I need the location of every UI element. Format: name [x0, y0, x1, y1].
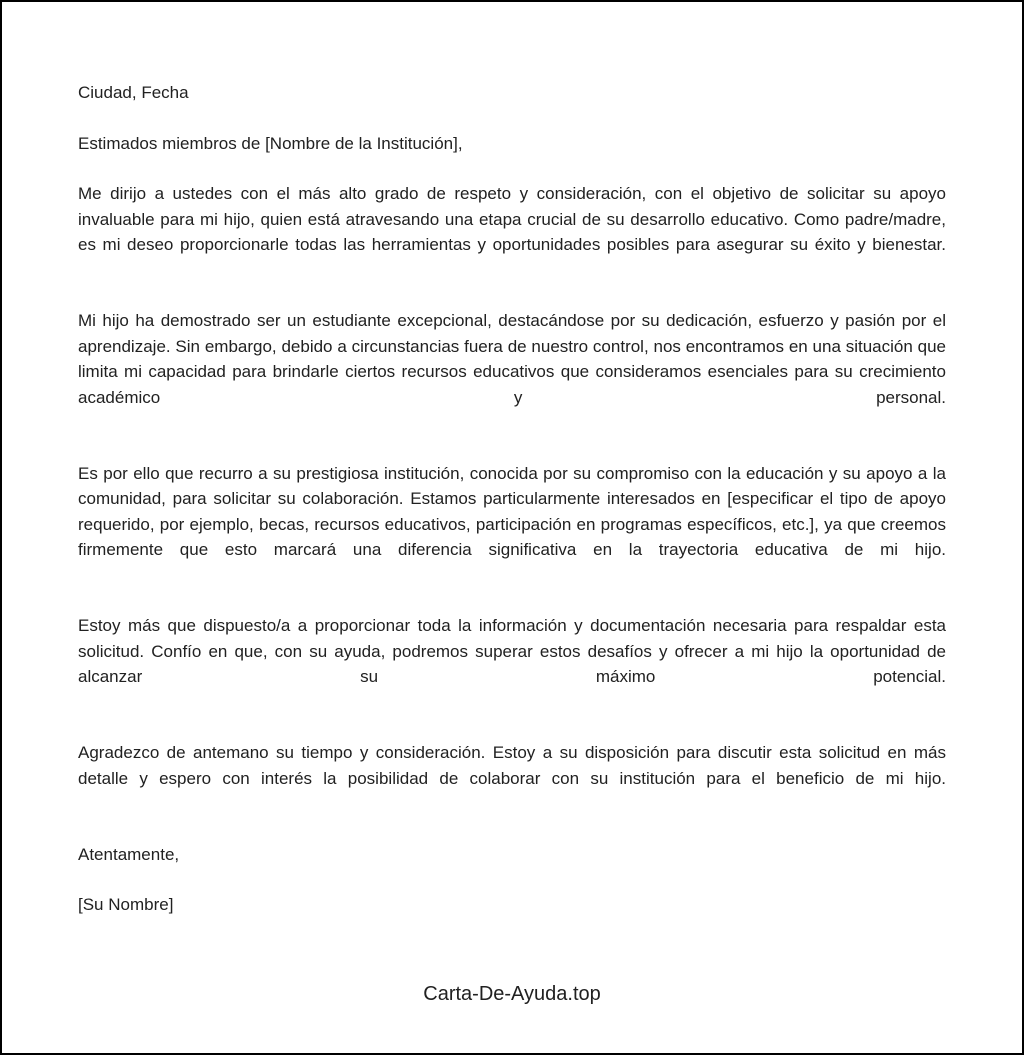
- letter-paragraph-5: Agradezco de antemano su tiempo y consideración. Estoy a su disposición para discutir esta solicitud en más detalle y espero con interés la posibilidad de colaborar con su institución para el beneficio de mi hijo.: [78, 743, 946, 788]
- letter-signature-placeholder: [Su Nombre]: [78, 895, 174, 914]
- letter-salutation: Estimados miembros de [Nombre de la Institución],: [78, 133, 463, 153]
- letter-paragraph-2: Mi hijo ha demostrado ser un estudiante excepcional, destacándose por su dedicación, esfuerzo y pasión por el aprendizaje. Sin embargo, debido a circunstancias fuera de nuestro control, nos encontramos en una situación que limita mi capacidad para brindarle ciertos recursos educativos que consideramos esenciales para su crecimiento académico y personal.: [78, 311, 946, 407]
- letter-body: [2, 2, 1022, 918]
- site-name-footer: Carta-De-Ayuda.top: [423, 983, 601, 1005]
- letter-closing: Atentamente,: [78, 844, 180, 864]
- letter-paragraph-3: Es por ello que recurro a su prestigiosa institución, conocida por su compromiso con la educación y su apoyo a la comunidad, para solicitar su colaboración. Estamos particularmente interesados en [especificar el tipo de apoyo requerido, por ejemplo, becas, recursos educativos, participación en programas específicos, etc.], ya que creemos firmemente que esto marcará una diferencia significativa en la trayectoria educativa de mi hijo.: [78, 463, 946, 559]
- letter-dateline: Ciudad, Fecha: [78, 83, 189, 102]
- letter-paragraph-1: Me dirijo a ustedes con el más alto grado de respeto y consideración, con el objetivo de solicitar su apoyo invaluable para mi hijo, quien está atravesando una etapa crucial de su desarrollo educativo. Como padre/madre, es mi deseo proporcionarle todas las herramientas y oportunidades posibles para asegurar su éxito y bienestar.: [78, 184, 946, 254]
- letter-paragraph-4: Estoy más que dispuesto/a a proporcionar toda la información y documentación necesaria para respaldar esta solicitud. Confío en que, con su ayuda, podremos superar estos desafíos y ofrecer a mi hijo la oportunidad de alcanzar su máximo potencial.: [78, 616, 946, 686]
